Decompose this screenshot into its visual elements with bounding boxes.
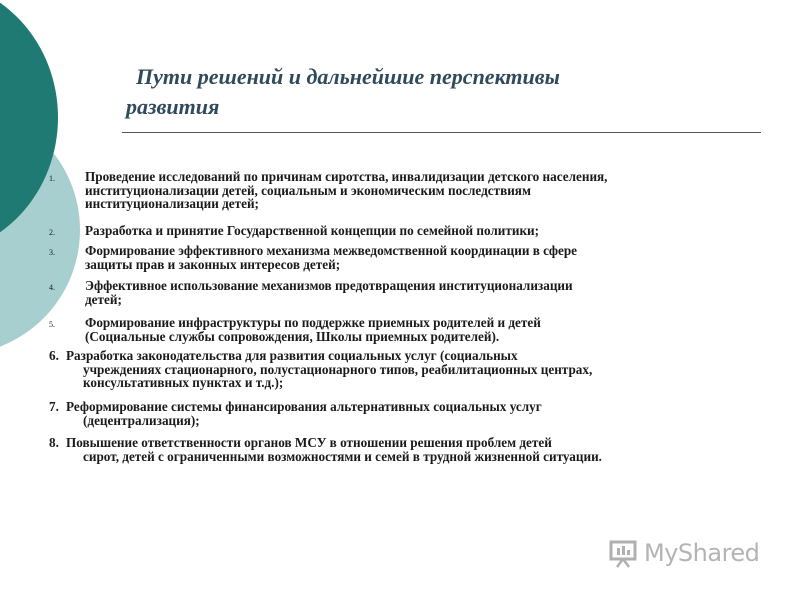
list-item-line: Повышение ответственности органов МСУ в отношении решения проблем детей [66,435,552,450]
list-item [49,315,541,344]
watermark-text: MyShared [644,539,760,567]
list-item-number: 8. [49,435,59,450]
list-item-line: учреждениях стационарного, полустационарного типов, реабилитационных центрах, [83,361,593,377]
list-item [49,348,593,391]
list-item-line: Разработка законодательства для развития социальных услуг (социальных [66,348,518,363]
list-item [49,243,578,272]
list-item-number: 1. [49,174,55,183]
list-item [49,223,540,238]
list-item [49,278,573,307]
list-item-line: Эффективное использование механизмов предотвращения институционализации [85,278,573,293]
list-item-line: консультативных пунктах и т.д.); [83,375,284,391]
list-item [49,399,542,428]
list-item-line: Разработка и принятие Государственной концепции по семейной политики; [85,223,540,238]
list-item-line: Формирование инфраструктуры по поддержке приемных родителей и детей [85,315,541,330]
list-item-line: детей; [85,291,122,307]
list-item-number: 5. [49,320,55,329]
slide-title-line-2: развития [126,94,220,119]
slide-title-line-1: Пути решений и дальнейшие перспективы [136,64,560,89]
watermark [608,536,768,570]
list-item-line: (децентрализация); [83,412,200,428]
list-item [49,169,608,212]
list-item-line: институционализации детей, социальным и экономическим последствиям [85,182,531,198]
list-item-line: (Социальные службы сопровождения, Школы приемных родителей). [85,328,500,344]
list-item-number: 4. [49,283,55,292]
list-item-line: Проведение исследований по причинам сиротства, инвалидизации детского населения, [85,169,608,184]
list-item-line: Реформирование системы финансирования альтернативных социальных услуг [66,399,542,414]
list-item-number: 6. [49,348,59,363]
list-item-line: институционализации детей; [85,196,259,212]
list-item-line: сирот, детей с ограниченными возможностями и семей в трудной жизненной ситуации. [83,448,602,464]
list-item-number: 7. [49,399,59,414]
list-item-line: защиты прав и законных интересов детей; [85,256,341,272]
list-item-line: Формирование эффективного механизма межведомственной координации в сфере [85,243,578,258]
list-item-number: 3. [49,248,55,257]
list-item-number: 2. [49,228,55,237]
presentation-board-icon [608,538,638,568]
list-item [49,435,602,464]
